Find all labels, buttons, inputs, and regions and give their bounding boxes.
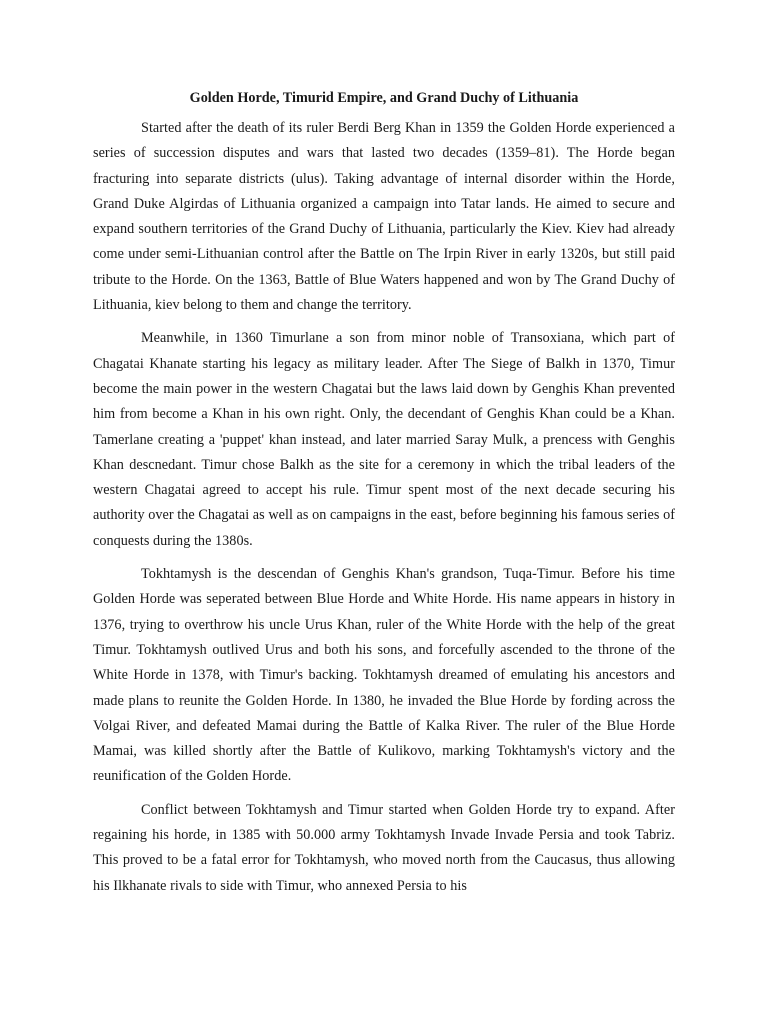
paragraph-1: Started after the death of its ruler Berdi Berg Khan in 1359 the Golden Horde experienced a series of succession disputes and wars that lasted two decades (1359–81). The Horde began fracturing into separate districts (ulus). Taking advantage of internal disorder within the Horde, Grand Duke Algirdas of Lithuania organized a campaign into Tatar lands. He aimed to secure and expand southern territories of the Grand Duchy of Lithuania, particularly the Kiev. Kiev had already come under semi-Lithuanian control after the Battle on The Irpin River in early 1320s, but still paid tribute to the Horde. On the 1363, Battle of Blue Waters happened and won by The Grand Duchy of Lithuania, kiev belong to them and change the territory. <box>93 120 675 314</box>
document-page <box>93 88 675 907</box>
paragraph-4: Conflict between Tokhtamysh and Timur started when Golden Horde try to expand. After regaining his horde, in 1385 with 50.000 army Tokhtamysh Invade Invade Persia and took Tabriz. This proved to be a fatal error for Tokhtamysh, who moved north from the Caucasus, thus allowing his Ilkhanate rivals to side with Timur, who annexed Persia to his <box>93 801 675 894</box>
document-title: Golden Horde, Timurid Empire, and Grand Duchy of Lithuania <box>189 90 579 106</box>
paragraph-2: Meanwhile, in 1360 Timurlane a son from minor noble of Transoxiana, which part of Chagatai Khanate starting his legacy as military leader. After The Siege of Balkh in 1370, Timur become the main power in the western Chagatai but the laws laid down by Genghis Khan prevented him from become a Khan in his own right. Only, the decendant of Genghis Khan could be a Khan. Tamerlane creating a 'puppet' khan instead, and later married Saray Mulk, a prencess with Genghis Khan descnedant. Timur chose Balkh as the site for a ceremony in which the tribal leaders of the western Chagatai agreed to accept his rule. Timur spent most of the next decade securing his authority over the Chagatai as well as on campaigns in the east, before beginning his famous series of conquests during the 1380s. <box>93 330 675 549</box>
paragraph-3: Tokhtamysh is the descendan of Genghis Khan's grandson, Tuqa-Timur. Before his time Golden Horde was seperated between Blue Horde and White Horde. His name appears in history in 1376, trying to overthrow his uncle Urus Khan, ruler of the White Horde with the help of the great Timur. Tokhtamysh outlived Urus and both his sons, and forcefully ascended to the throne of the White Horde in 1378, with Timur's backing. Tokhtamysh dreamed of emulating his ancestors and made plans to reunite the Golden Horde. In 1380, he invaded the Blue Horde by fording across the Volgai River, and defeated Mamai during the Battle of Kalka River. The ruler of the Blue Horde Mamai, was killed shortly after the Battle of Kulikovo, marking Tokhtamysh's victory and the reunification of the Golden Horde. <box>93 566 675 785</box>
